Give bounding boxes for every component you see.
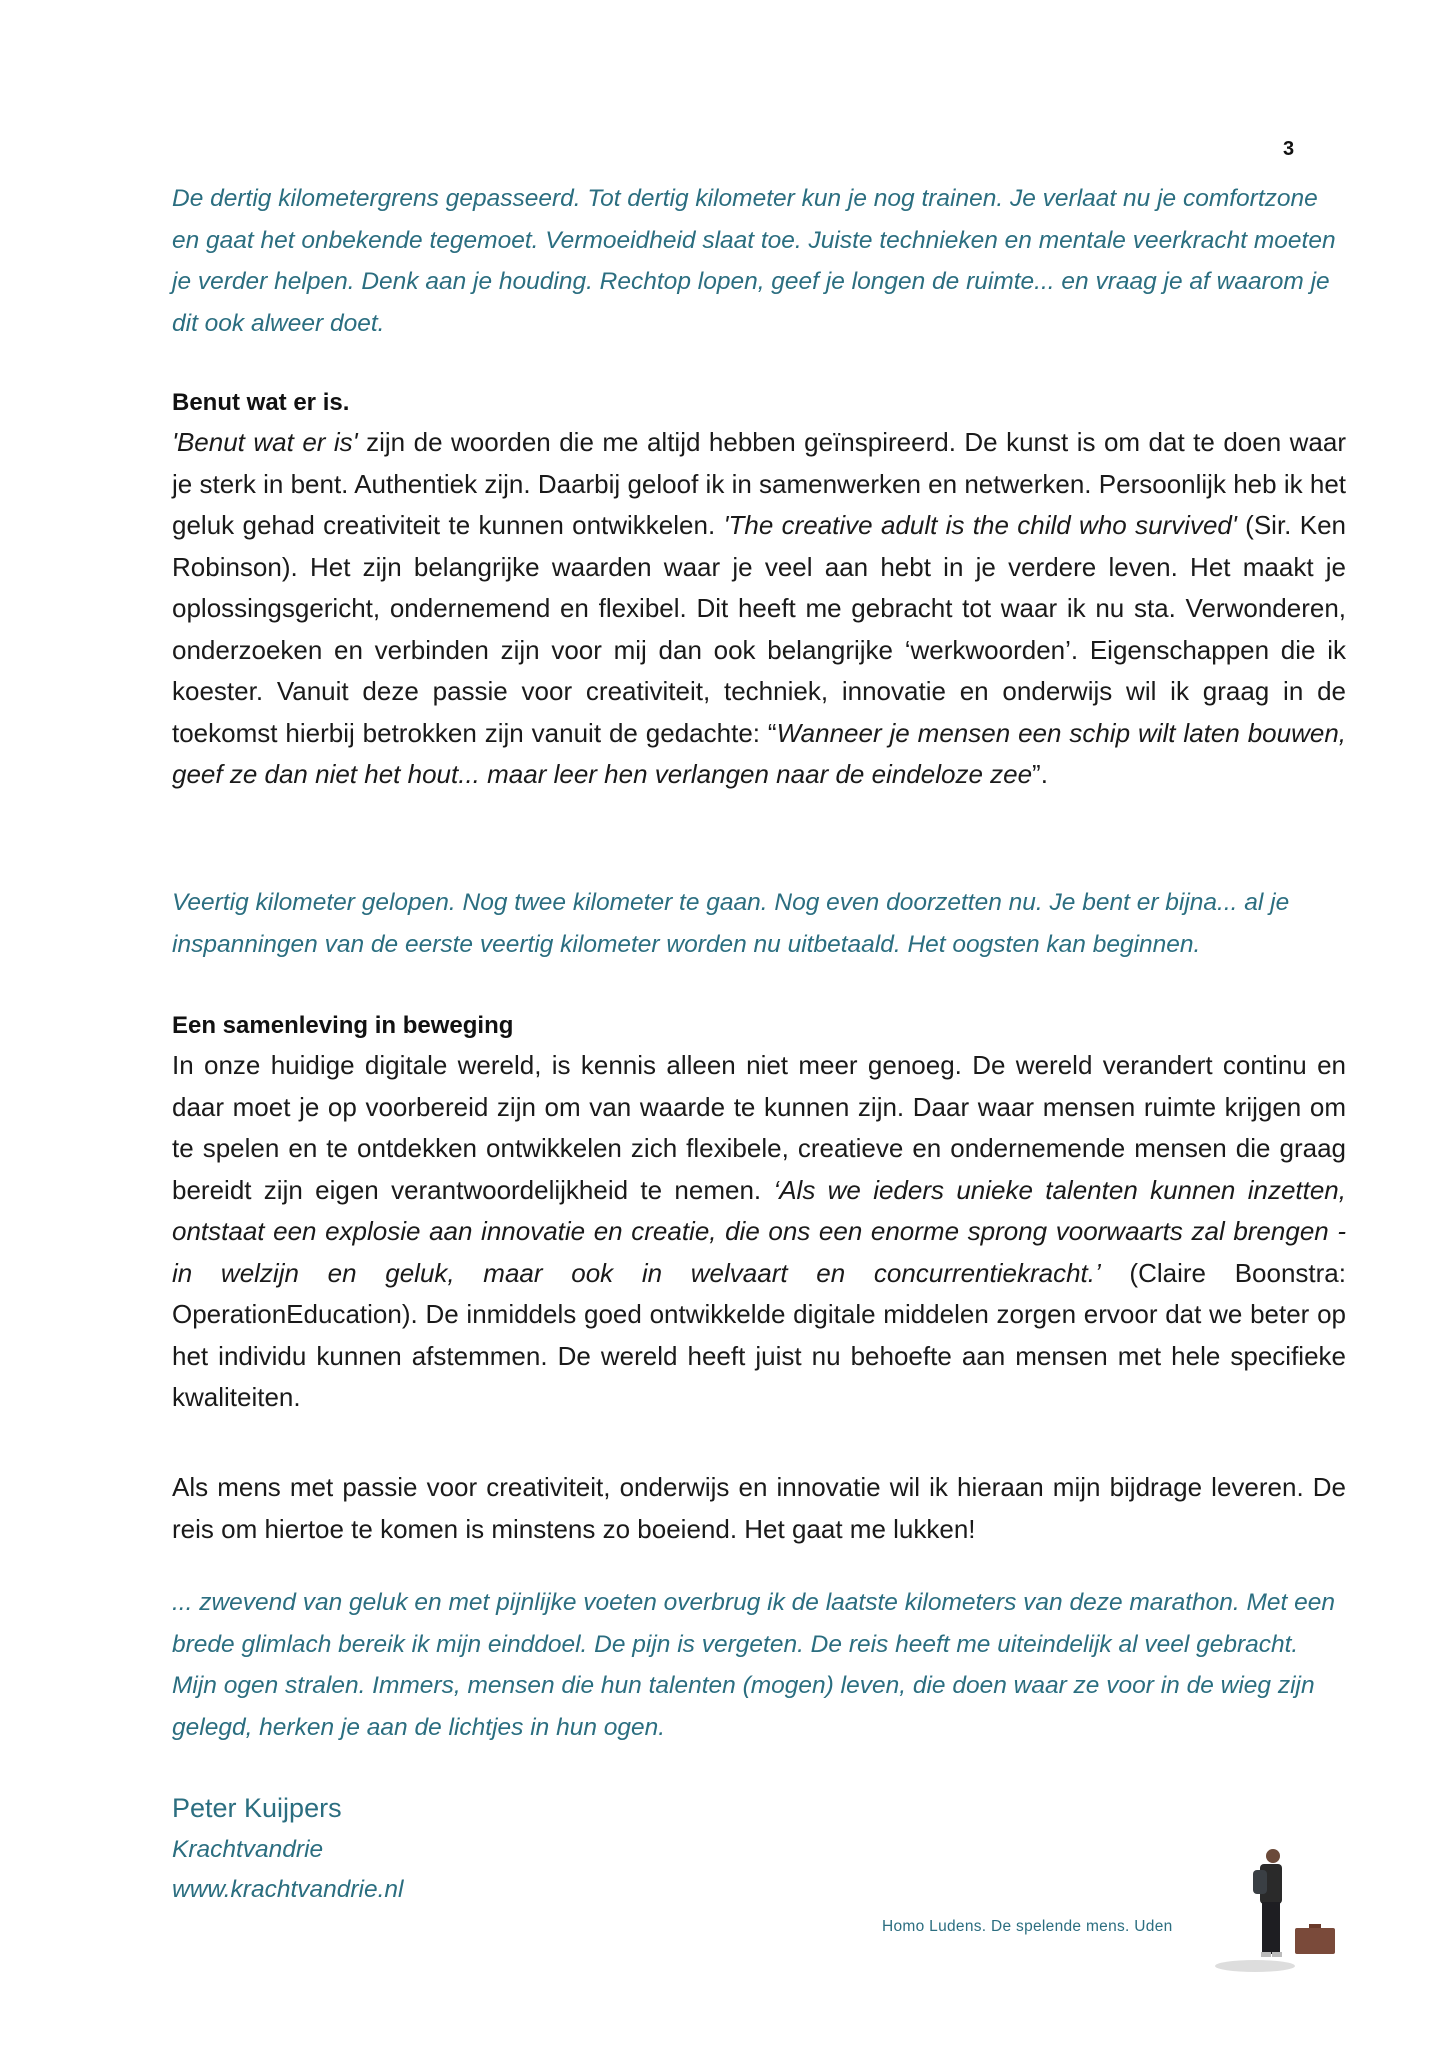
traveler-with-suitcase-icon <box>1215 1848 1345 1983</box>
section1-heading: Benut wat er is. <box>172 389 350 416</box>
signature-name: Peter Kuijpers <box>172 1793 342 1823</box>
signature-company: Krachtvandrie <box>172 1836 324 1863</box>
interlude-text: Veertig kilometer gelopen. Nog twee kilometer te gaan. Nog even doorzetten nu. Je bent er bijna... al je inspanningen van de eerste veertig kilometer worden nu uitbetaald. Het oogsten kan beginnen. <box>172 889 1290 958</box>
page-number: 3 <box>1283 138 1295 160</box>
section2-paragraph <box>172 1045 1346 1419</box>
closing-text: ... zwevend van geluk en met pijnlijke voeten overbrug ik de laatste kilometers van deze marathon. Met een brede glimlach bereik ik mijn einddoel. De pijn is vergeten. De reis heeft me uiteindelijk al veel gebracht. Mijn ogen stralen. Immers, mensen die hun talenten (mogen) leven, die doen waar ze voor in de wieg zijn gelegd, herken je aan de lichtjes in hun ogen. <box>172 1589 1336 1741</box>
section2-heading: Een samenleving in beweging <box>172 1012 514 1039</box>
footer-tagline: Homo Ludens. De spelende mens. Uden <box>882 1918 1173 1935</box>
section2-paragraph-2 <box>172 1467 1346 1550</box>
text: Als mens met passie voor creativiteit, onderwijs en innovatie wil ik hieraan mijn bijdrage leveren. De reis om hiertoe te komen is minstens zo boeiend. Het gaat me lukken! <box>172 1472 1346 1544</box>
interlude-paragraph <box>172 882 1346 965</box>
text: In onze huidige digitale wereld, is kennis alleen niet meer genoeg. De wereld verandert continu en daar moet je op voorbereid zijn om van waarde te kunnen zijn. Daar waar mensen ruimte krijgen om te spelen en te ontdekken ontwikkelen zich flexibele, creatieve en ondernemende mensen die graag bereidt zijn eigen verantwoordelijkheid te nemen. <box>172 1050 1346 1205</box>
intro-text: De dertig kilometergrens gepasseerd. Tot dertig kilometer kun je nog trainen. Je verlaat nu je comfortzone en gaat het onbekende tegemoet. Vermoeidheid slaat toe. Juiste technieken en mentale veerkracht moeten je verder helpen. Denk aan je houding. Rechtop lopen, geef je longen de ruimte... en vraag je af waarom je dit ook alweer doet. <box>172 185 1336 337</box>
text: zijn de woorden die me altijd hebben geïnspireerd. De kunst is om dat te doen waar je sterk in bent. Authentiek zijn. Daarbij geloof ik in samenwerken en netwerken. Persoonlijk heb ik het geluk gehad creativiteit te kunnen ontwikkelen. <box>172 427 1346 540</box>
closing-paragraph <box>172 1582 1346 1748</box>
quote-boonstra: ‘Als we ieders unieke talenten kunnen inzetten, ontstaat een explosie aan innovatie en creatie, die ons een enorme sprong voorwaarts zal brengen - in welzijn en geluk, maar ook in welvaart en concurrentiekracht.’ <box>172 1174 1346 1288</box>
quote-schip: Wanneer je mensen een schip wilt laten bouwen, geef ze dan niet het hout... maar leer hen verlangen naar de eindeloze zee <box>172 717 1347 789</box>
quote-robinson: 'The creative adult is the child who survived' <box>723 510 1237 540</box>
intro-paragraph <box>172 178 1346 344</box>
text: ”. <box>1032 759 1048 789</box>
text: (Sir. Ken Robinson). Het zijn belangrijke waarden waar je veel aan hebt in je verdere leven. Het maakt je oplossingsgericht, ondernemend en flexibel. Dit heeft me gebracht tot waar ik nu sta. Verwonderen, onderzoeken en verbinden zijn voor mij dan ook belangrijke ‘werkwoorden’. Eigenschappen die ik koester. Vanuit deze passie voor creativiteit, techniek, innovatie en onderwijs wil ik graag in de toekomst hierbij betrokken zijn vanuit de gedachte: “ <box>172 510 1346 748</box>
quote-benut: 'Benut wat er is' <box>172 427 358 457</box>
text: (Claire Boonstra: OperationEducation). De inmiddels goed ontwikkelde digitale middelen zorgen ervoor dat we beter op het individu kunnen afstemmen. De wereld heeft juist nu behoefte aan mensen met hele specifieke kwaliteiten. <box>172 1257 1346 1412</box>
section1-paragraph <box>172 422 1346 796</box>
signature-website[interactable]: www.krachtvandrie.nl <box>172 1876 404 1903</box>
